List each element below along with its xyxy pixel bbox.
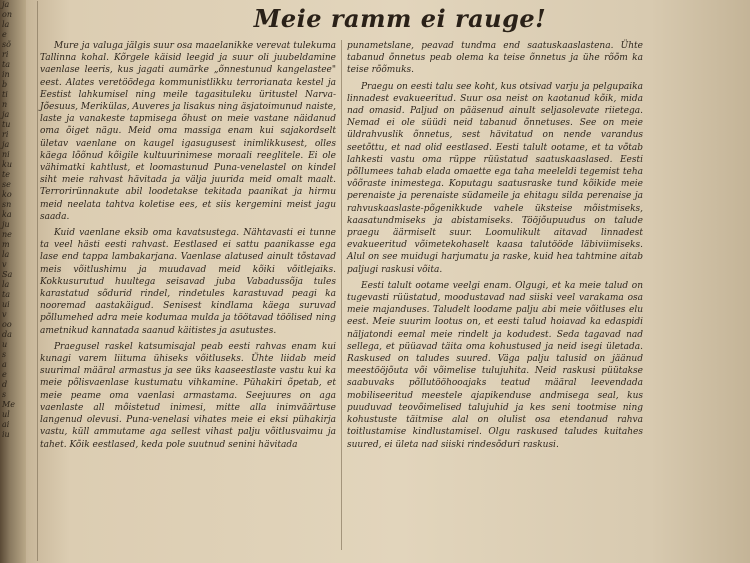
gutter-fragment: la: [2, 250, 10, 259]
gutter-fragment: Me: [2, 400, 15, 409]
gutter-fragment: la: [2, 280, 10, 289]
gutter-fragment: ja: [2, 0, 10, 9]
gutter-fragment: in: [2, 70, 10, 79]
gutter-fragment: oo: [2, 320, 12, 329]
gutter-fragment: e: [2, 370, 7, 379]
gutter-fragment: ui: [2, 300, 10, 309]
article-paragraph: punametslane, peavad tundma end saatuskaaslastena. Ühte tabanud õnnetus peab olema ka teise õnnetus ja ühe rõõm ka teise rõõmuks.: [347, 41, 643, 76]
article-column-left: [40, 40, 336, 455]
article-paragraph: Praegusel raskel katsumisajal peab eesti rahvas enam kui kunagi varem liituma ühiseks võitluseks. Ühte liidab meid suurimal määral armastus ja see üks kaaseestlaste vastu kui ka meie põlisvaenlase kustumatu vihkamine. Pühakiri õpetab, et meie peame oma vaenlasi armastama. Seejuures on aga vaenlaste all mõistetud inimesi, mitte alla inimväärtuse langenud olevusi. Puna-venelasi vihates meie ei eksi pühakirja vastu, küll ammutame aga sellest vihast palju võitlusvaimu ja tahet. Kõik eestlased, keda pole suutnud senini hävitada: [40, 341, 336, 450]
gutter-fragment: la: [2, 20, 10, 29]
gutter-fragment: ai: [2, 420, 10, 429]
gutter-fragment: sn: [2, 200, 12, 209]
article-paragraph: Mure ja valuga jälgis suur osa maaelanikke verevat tulekuma Tallinna kohal. Kõrgele käisid leegid ja suur oli juubeldamine vaenlase leeris, kus jagati aumärke „õnnestunud kangelastee" eest. Alates veretöödega kommunistlikku terrorianata kestel ja Eestist lahkumisel ning meile tagasituleku üritustel Narva-Jõesuus, Merikülas, Auveres ja lisakus ning äsjatoimunud naiste, laste ja vanakeste tapmisega õhust on meie vastane näidanud oma õiget nägu. Meid oma massiga enam kui sajakordselt ületav vaenlane on kaugel igasugusest inimlikkusest, olles käega lõõnud kõigile kultuurinimese moraali reeglitele. Ei ole vähimatki kahtlust, et loomastunud Puna-venelastel on kindel siht meie rahvast hävitada ja välja juurida meid omalt maalt. Terrorirünnakute abil loodetakse tekitada paanikat ja hirmu meid neelata tahtva koletise ees, et siis kergemini meist jagu saada.: [40, 41, 336, 222]
gutter-fragment: e: [2, 30, 7, 39]
gutter-fragment: ja: [2, 110, 10, 119]
gutter-fragment: ku: [2, 160, 12, 169]
gutter-fragment: se: [2, 180, 11, 189]
gutter-fragment: ta: [2, 290, 10, 299]
gutter-fragment: on: [2, 10, 12, 19]
gutter-fragment: ul: [2, 410, 10, 419]
gutter-fragment: ta: [2, 60, 10, 69]
gutter-fragment: ko: [2, 190, 12, 199]
gutter-fragment: v: [2, 260, 7, 269]
gutter-fragment: tu: [2, 120, 11, 129]
gutter-fragment: n: [2, 100, 8, 109]
gutter-fragment: da: [2, 330, 12, 339]
gutter-fragment: ti: [2, 90, 8, 99]
article-paragraph: Kuid vaenlane eksib oma kavatsustega. Nähtavasti ei tunne ta veel hästi eesti rahvast. Eestlased ei sattu paanikasse ega lase end tappa lambakarjana. Vaenlase alatused ainult tõstavad meis võitlushimu ja muudavad meid kõiki võitlejaiks. Kokkusurutud huultega seisavad juba Vabadussõja tules karastatud sõdurid rindel, rindetules karastuvad peagi ka nooremad aastakäigud. Senisest kindlama käega suruvad põllumehed adra meie kodumaa mulda ja töötavad töölised ning ametnikud kannatada saanud käitistes ja asutustes.: [40, 228, 336, 336]
article-paragraph: Praegu on eesti talu see koht, kus otsivad varju ja pelgupaika linnadest evakueeritud. Suur osa neist on kaotanud kõik, mida nad omasid. Paljud on pääsenud ainult seljasolevate riietega. Nemad ei ole süüdi neid tabanud õnnetuses. See on meie üldrahvuslik õnnetus, sest hävitatud on nende varandus seetõttu, et nad olid eestlased. Eesti talult ootame, et ta võtab lahkesti vastu oma rüppe rüüstatud saatuskaaslased. Eesti põllumees tahab elada omaette ega taha meeleldi tegemist teha võõraste inimestega. Koputagu saatusraske tund kõikide meie perenaiste ja perenaiste südameile ja ehitagu silda perenaise ja rahvuskaaslaste-põgenikkude vahele üksteise mõistmiseks, kaasatundmiseks ja abistamiseks. Tööjõupuudus on talude praegu äärmiselt suur. Loomulikult aitavad linnadest evakueeritud võimetekohaselt kaasa talutööde läbiviimiseks. Alul on see muidugi harjumatu ja raske, kuid hea tahtmine aitab paljugi raskusi võita.: [347, 81, 643, 275]
gutter-fragment: ri: [2, 50, 9, 59]
gutter-fragment: ja: [2, 140, 10, 149]
article-column-right: [347, 40, 643, 455]
gutter-fragment: v: [2, 310, 7, 319]
article-headline: Meie ramm ei rauge!: [253, 4, 547, 33]
gutter-fragment: b: [2, 80, 8, 89]
gutter-rule: [37, 1, 38, 561]
gutter-fragment: iu: [2, 430, 10, 439]
gutter-fragment: a: [2, 360, 7, 369]
column-divider: [341, 40, 342, 550]
gutter-fragment: ri: [2, 130, 9, 139]
gutter-fragment: ni: [2, 150, 10, 159]
gutter-fragment: d: [2, 380, 8, 389]
gutter-fragment: ne: [2, 230, 12, 239]
article-paragraph: Eesti talult ootame veelgi enam. Olgugi, et ka meie talud on tugevasti rüüstatud, moodustavad nad siiski veel varakama osa meie majanduses. Taludelt loodame palju abi meie võitluses elu eest. Meie suurim lootus on, et eesti talud hoiavad ka edaspidi näljatondi eemal meie rindelt ja kodudest. Seda tagavad nad sellega, et püüavad täita oma kohustused ja neid isegi ületada. Raskused on taludes suured. Väga palju talusid on jäänud meestööjõuta või võimelise tulujuhita. Neid raskusi püütakse saabuvaks põllutööhooajaks teatud määral leevendada mobiliseeritud meestele ajapikenduse andmisega seal, kus puuduvad teovõimelised talujuhid ja kes seni tootmise ning kohustuste täitmise alal on olulist osa etendanud rahva toitlustamise kindlustamisel. Olgu raskused taludes kuitahes suured, ei ületa nad siiski rindesõduri raskusi.: [347, 280, 643, 450]
gutter-fragment: u: [2, 340, 8, 349]
gutter-fragment: m: [2, 240, 10, 249]
gutter-fragment: ka: [2, 210, 12, 219]
gutter-fragment: ju: [2, 220, 10, 229]
gutter-column: [0, 0, 26, 563]
gutter-fragment: s: [2, 350, 7, 359]
gutter-fragment: Sa: [2, 270, 13, 279]
gutter-fragment: sõ: [2, 40, 11, 49]
gutter-fragment: s: [2, 390, 7, 399]
gutter-fragment: te: [2, 170, 10, 179]
